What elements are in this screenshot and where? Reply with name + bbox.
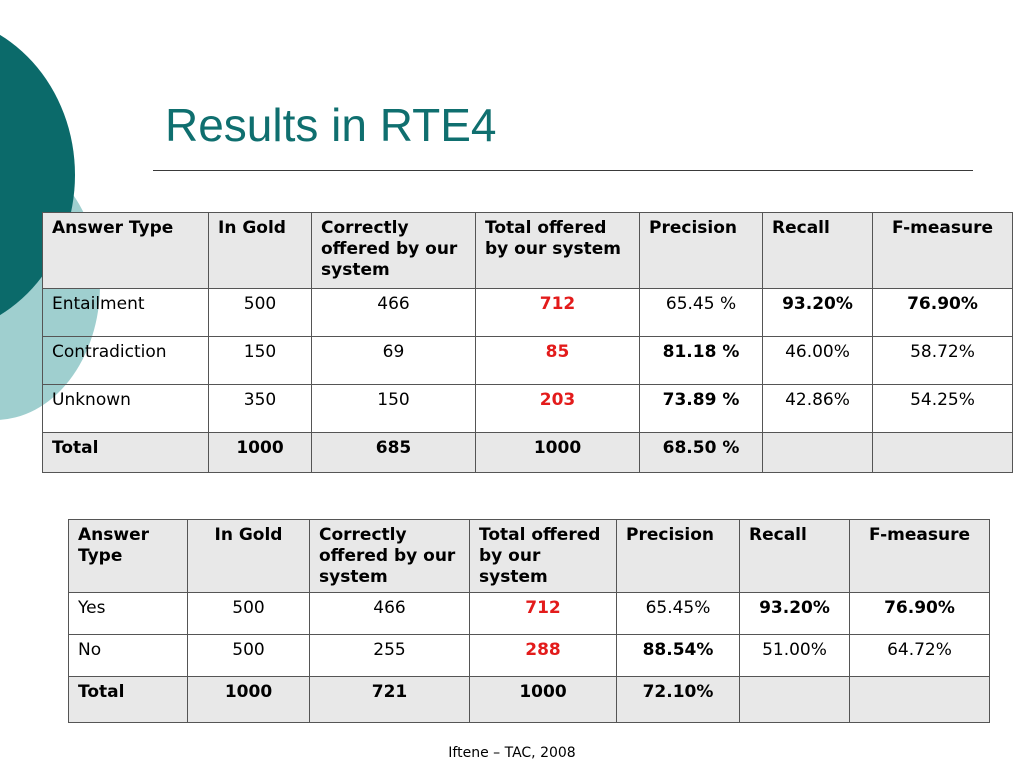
cell-in-gold: 500 bbox=[209, 289, 312, 337]
cell-recall: 93.20% bbox=[740, 593, 850, 635]
cell-f-measure bbox=[850, 677, 990, 723]
cell-correct: 255 bbox=[310, 635, 470, 677]
cell-recall: 42.86% bbox=[763, 385, 873, 433]
cell-in-gold: 500 bbox=[188, 635, 310, 677]
header-in-gold: In Gold bbox=[209, 213, 312, 289]
cell-in-gold: 1000 bbox=[188, 677, 310, 723]
cell-precision: 81.18 % bbox=[640, 337, 763, 385]
cell-total-offered: 1000 bbox=[470, 677, 617, 723]
header-total-offered: Total offered by our system bbox=[470, 520, 617, 593]
cell-total-offered: 203 bbox=[476, 385, 640, 433]
header-correctly-offered: Correctly offered by our system bbox=[312, 213, 476, 289]
cell-in-gold: 1000 bbox=[209, 433, 312, 473]
cell-precision: 72.10% bbox=[617, 677, 740, 723]
slide-title: Results in RTE4 bbox=[165, 99, 497, 151]
cell-answer-type: Contradiction bbox=[43, 337, 209, 385]
slide-footer: Iftene – TAC, 2008 bbox=[448, 745, 576, 761]
header-in-gold: In Gold bbox=[188, 520, 310, 593]
cell-in-gold: 150 bbox=[209, 337, 312, 385]
cell-f-measure: 76.90% bbox=[850, 593, 990, 635]
cell-recall: 51.00% bbox=[740, 635, 850, 677]
cell-total-label: Total bbox=[69, 677, 188, 723]
results-table-rte4 bbox=[42, 212, 1013, 473]
table-row bbox=[43, 385, 1013, 433]
results-table-two-way bbox=[68, 519, 990, 723]
cell-correct: 466 bbox=[310, 593, 470, 635]
header-f-measure: F-measure bbox=[850, 520, 990, 593]
cell-correct: 685 bbox=[312, 433, 476, 473]
cell-f-measure bbox=[873, 433, 1013, 473]
cell-correct: 466 bbox=[312, 289, 476, 337]
cell-total-offered: 712 bbox=[476, 289, 640, 337]
table-total-row bbox=[43, 433, 1013, 473]
cell-precision: 65.45% bbox=[617, 593, 740, 635]
table-header-row bbox=[69, 520, 990, 593]
cell-precision: 73.89 % bbox=[640, 385, 763, 433]
cell-answer-type: No bbox=[69, 635, 188, 677]
header-f-measure: F-measure bbox=[873, 213, 1013, 289]
cell-f-measure: 54.25% bbox=[873, 385, 1013, 433]
cell-correct: 721 bbox=[310, 677, 470, 723]
table-row bbox=[43, 289, 1013, 337]
title-divider bbox=[153, 170, 973, 171]
header-answer-type: Answer Type bbox=[43, 213, 209, 289]
table-header-row bbox=[43, 213, 1013, 289]
cell-recall: 93.20% bbox=[763, 289, 873, 337]
header-correctly-offered: Correctly offered by our system bbox=[310, 520, 470, 593]
cell-f-measure: 76.90% bbox=[873, 289, 1013, 337]
cell-total-offered: 85 bbox=[476, 337, 640, 385]
header-total-offered: Total offered by our system bbox=[476, 213, 640, 289]
cell-answer-type: Yes bbox=[69, 593, 188, 635]
cell-f-measure: 58.72% bbox=[873, 337, 1013, 385]
cell-in-gold: 500 bbox=[188, 593, 310, 635]
cell-recall: 46.00% bbox=[763, 337, 873, 385]
cell-answer-type: Entailment bbox=[43, 289, 209, 337]
cell-recall bbox=[740, 677, 850, 723]
cell-correct: 150 bbox=[312, 385, 476, 433]
cell-precision: 68.50 % bbox=[640, 433, 763, 473]
cell-total-offered: 712 bbox=[470, 593, 617, 635]
header-answer-type: Answer Type bbox=[69, 520, 188, 593]
cell-total-label: Total bbox=[43, 433, 209, 473]
header-recall: Recall bbox=[740, 520, 850, 593]
table-row bbox=[43, 337, 1013, 385]
cell-answer-type: Unknown bbox=[43, 385, 209, 433]
header-recall: Recall bbox=[763, 213, 873, 289]
cell-precision: 65.45 % bbox=[640, 289, 763, 337]
cell-total-offered: 288 bbox=[470, 635, 617, 677]
cell-correct: 69 bbox=[312, 337, 476, 385]
cell-in-gold: 350 bbox=[209, 385, 312, 433]
cell-recall bbox=[763, 433, 873, 473]
table-total-row bbox=[69, 677, 990, 723]
table-row bbox=[69, 635, 990, 677]
header-precision: Precision bbox=[617, 520, 740, 593]
cell-f-measure: 64.72% bbox=[850, 635, 990, 677]
cell-total-offered: 1000 bbox=[476, 433, 640, 473]
cell-precision: 88.54% bbox=[617, 635, 740, 677]
table-row bbox=[69, 593, 990, 635]
header-precision: Precision bbox=[640, 213, 763, 289]
